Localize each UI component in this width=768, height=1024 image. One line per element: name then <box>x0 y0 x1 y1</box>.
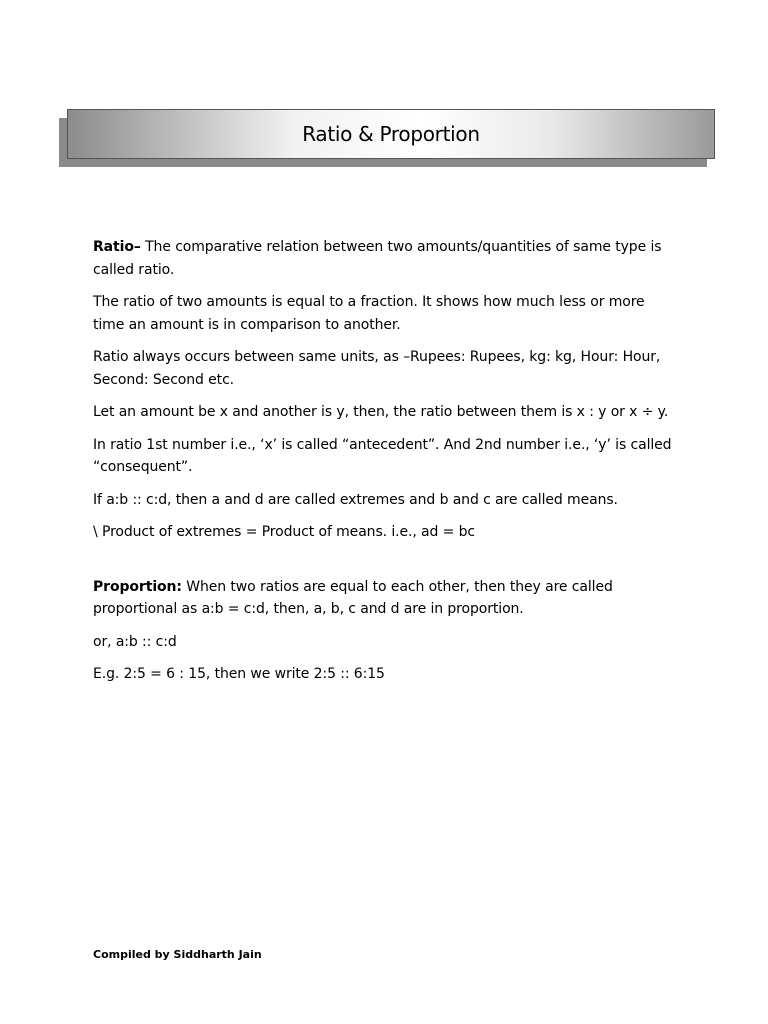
title-banner <box>67 109 715 159</box>
page-title: Ratio & Proportion <box>302 122 480 146</box>
ratio-paragraph-units: Ratio always occurs between same units, as –Rupees: Rupees, kg: kg, Hour: Hour, Second: Second etc. <box>93 349 661 388</box>
section-spacer <box>93 554 678 576</box>
ratio-paragraph-extremes: If a:b :: c:d, then a and d are called extremes and b and c are called means. <box>93 491 618 508</box>
ratio-paragraph-antecedent: In ratio 1st number i.e., ‘x’ is called “antecedent”. And 2nd number i.e., ‘y’ is called “consequent”. <box>93 436 672 475</box>
footer-credit: Compiled by Siddharth Jain <box>93 948 262 961</box>
proportion-paragraph-notation: or, a:b :: c:d <box>93 633 177 650</box>
proportion-term: Proportion: <box>93 578 182 595</box>
proportion-paragraph-example: E.g. 2:5 = 6 : 15, then we write 2:5 :: 6:15 <box>93 666 385 682</box>
ratio-definition-text: The comparative relation between two amounts/quantities of same type is called ratio. <box>93 239 662 278</box>
ratio-paragraph-fraction: The ratio of two amounts is equal to a fraction. It shows how much less or more time an amount is in comparison to another. <box>93 294 645 333</box>
document-body <box>93 236 678 696</box>
ratio-paragraph-product: \ Product of extremes = Product of means. i.e., ad = bc <box>93 524 476 540</box>
proportion-definition <box>93 576 678 621</box>
proportion-definition-text: When two ratios are equal to each other, then they are called proportional as a:b = c:d, then, a, b, c and d are in proportion. <box>93 578 613 617</box>
ratio-definition <box>93 236 678 281</box>
ratio-term: Ratio– <box>93 239 141 255</box>
ratio-paragraph-xy: Let an amount be x and another is y, then, the ratio between them is x : y or x ÷ y. <box>93 404 669 420</box>
